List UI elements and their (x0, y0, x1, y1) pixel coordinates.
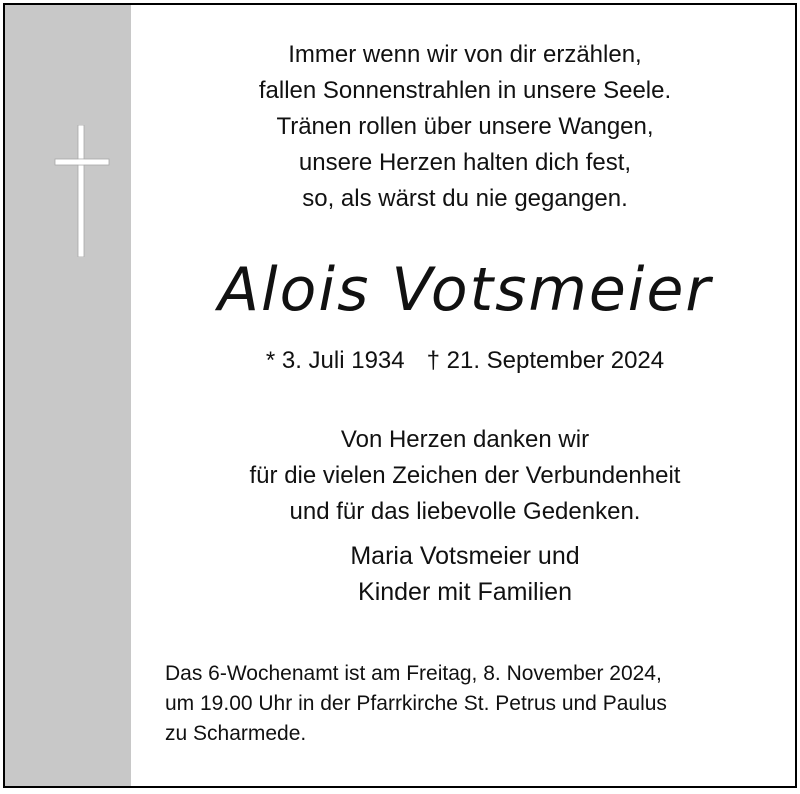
cross-icon (53, 125, 111, 257)
life-dates (145, 345, 785, 377)
family-signature (145, 538, 785, 610)
poem-line: Immer wenn wir von dir erzählen, (288, 41, 642, 68)
poem-line: so, als wärst du nie gegangen. (302, 185, 628, 212)
family-line: Maria Votsmeier und (350, 542, 580, 570)
death-date: † 21. September 2024 (426, 347, 665, 374)
poem-line: unsere Herzen halten dich fest, (298, 149, 632, 176)
birth-date: * 3. Juli 1934 (265, 347, 405, 374)
deceased-name: Alois Votsmeier (217, 255, 713, 325)
poem-line: fallen Sonnenstrahlen in unsere Seele. (258, 77, 672, 104)
family-line: Kinder mit Familien (358, 578, 572, 606)
mass-line: zu Scharmede. (165, 722, 307, 745)
thanks-line: für die vielen Zeichen der Verbundenheit (249, 462, 681, 489)
mass-line: um 19.00 Uhr in der Pfarrkirche St. Petrus und Paulus (165, 692, 667, 715)
memorial-mass-info (165, 659, 795, 749)
mass-line: Das 6-Wochenamt ist am Freitag, 8. November 2024, (165, 662, 662, 685)
obituary-notice (3, 3, 797, 788)
side-bar (5, 5, 131, 786)
poem (135, 37, 795, 217)
thanks-text (145, 422, 785, 530)
thanks-line: und für das liebevolle Gedenken. (289, 498, 641, 525)
thanks-line: Von Herzen danken wir (340, 426, 590, 453)
poem-line: Tränen rollen über unsere Wangen, (276, 113, 654, 140)
